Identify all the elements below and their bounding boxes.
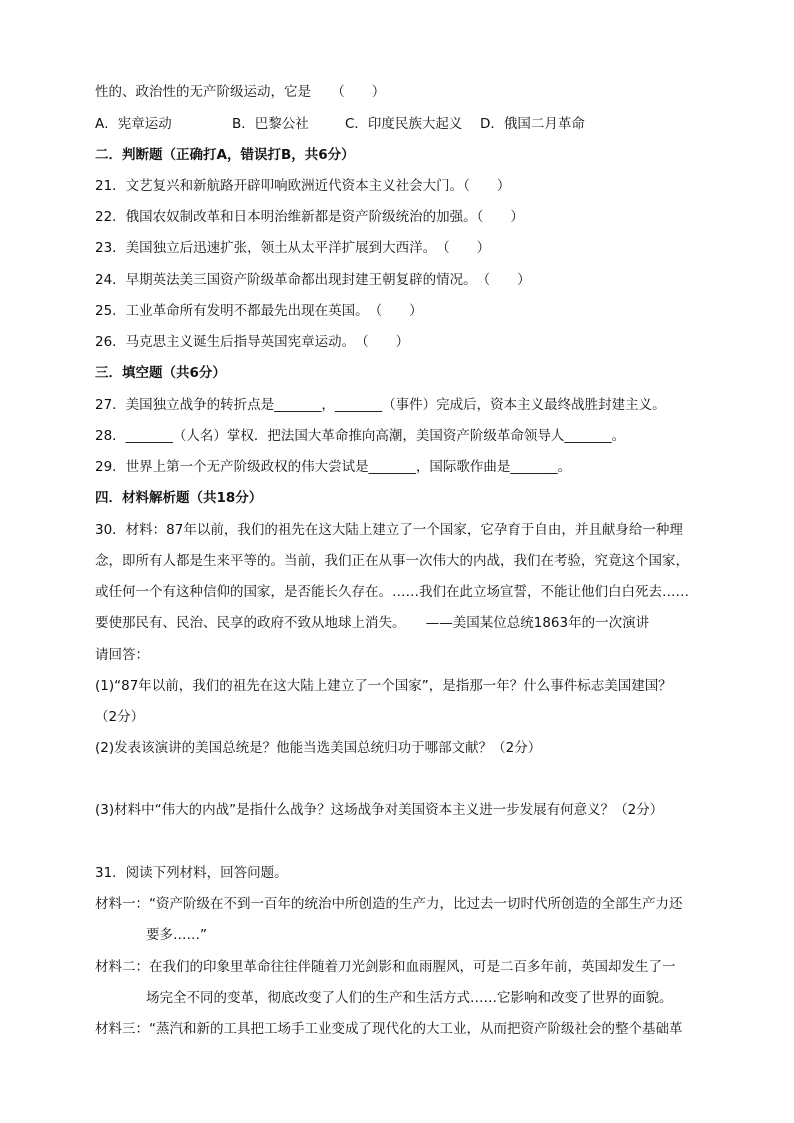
q20-option-c: C．印度民族大起义 bbox=[345, 116, 463, 132]
q30-sub-question-3: (3)材料中“伟大的内战”是指什么战争？这场战争对美国资本主义进一步发展有何意义？（2分） bbox=[95, 802, 664, 818]
section-3-title: 三．填空题（共6分） bbox=[95, 365, 226, 381]
q20-option-b: B．巴黎公社 bbox=[232, 116, 309, 132]
q30-material-line-2: 念，即所有人都是生来平等的。当前，我们正在从事一次伟大的内战，我们在考验，究竟这个国家， bbox=[95, 553, 689, 569]
section-2-title: 二．判断题（正确打A，错误打B，共6分） bbox=[95, 147, 355, 163]
q30-material-line-1: 30．材料：87年以前，我们的祖先在这大陆上建立了一个国家，它孕育于自由，并且献身给一种理 bbox=[95, 522, 683, 538]
section-4-title: 四．材料解析题（共18分） bbox=[95, 490, 263, 506]
q30-sub-question-2: (2)发表该演讲的美国总统是？他能当选美国总统归功于哪部文献？（2分） bbox=[95, 740, 542, 756]
q30-sub-question-1: (1)“87年以前，我们的祖先在这大陆上建立了一个国家”，是指那一年？什么事件标志美国建国？ bbox=[95, 678, 672, 694]
question-26: 26．马克思主义诞生后指导英国宪章运动。 （ ） bbox=[95, 334, 410, 350]
q20-option-a: A．宪章运动 bbox=[95, 116, 172, 132]
material-1-line-1: 材料一：“资产阶级在不到一百年的统治中所创造的生产力，比过去一切时代所创造的全部生产力还 bbox=[95, 896, 683, 912]
question-29: 29．世界上第一个无产阶级政权的伟大尝试是_______，国际歌作曲是_______。 bbox=[95, 459, 572, 475]
question-25: 25．工业革命所有发明不都最先出现在英国。 （ ） bbox=[95, 303, 423, 319]
q30-sub-question-1-points: （2分） bbox=[95, 709, 145, 725]
material-2-line-2: 场完全不同的变革，彻底改变了人们的生产和生活方式……它影响和改变了世界的面貌。 bbox=[146, 990, 673, 1006]
question-24: 24．早期英法美三国资产阶级革命都出现封建王朝复辟的情况。 （ ） bbox=[95, 272, 531, 288]
q20-stem-tail: 性的、政治性的无产阶级运动，它是 （ ） bbox=[95, 84, 386, 100]
question-27: 27．美国独立战争的转折点是_______，_______（事件）完成后，资本主义最终战胜封建主义。 bbox=[95, 397, 666, 413]
question-22: 22．俄国农奴制改革和日本明治维新都是资产阶级统治的加强。（ ） bbox=[95, 209, 524, 225]
material-2-line-1: 材料二：在我们的印象里革命往往伴随着刀光剑影和血雨腥风，可是二百多年前，英国却发生了一 bbox=[95, 959, 676, 975]
question-21: 21．文艺复兴和新航路开辟叩响欧洲近代资本主义社会大门。（ ） bbox=[95, 178, 511, 194]
question-28: 28．_______（人名）掌权．把法国大革命推向高潮，美国资产阶级革命领导人_______。 bbox=[95, 428, 626, 444]
material-1-line-2: 要多……” bbox=[146, 927, 207, 943]
q20-option-d: D．俄国二月革命 bbox=[480, 116, 585, 132]
material-3-line-1: 材料三：“蒸汽和新的工具把工场手工业变成了现代化的大工业，从而把资产阶级社会的整个基础革 bbox=[95, 1021, 683, 1037]
q30-material-line-4: 要使那民有、民治、民享的政府不致从地球上消失。 ——美国某位总统1863年的一次演讲 bbox=[95, 615, 650, 631]
q30-prompt: 请回答： bbox=[95, 647, 149, 663]
q30-material-line-3: 或任何一个有这种信仰的国家，是否能长久存在。……我们在此立场宣誓，不能让他们白白死去…… bbox=[95, 584, 689, 600]
question-23: 23．美国独立后迅速扩张，领土从太平洋扩展到大西洋。 （ ） bbox=[95, 240, 491, 256]
question-31-intro: 31．阅读下列材料，回答问题。 bbox=[95, 865, 288, 881]
